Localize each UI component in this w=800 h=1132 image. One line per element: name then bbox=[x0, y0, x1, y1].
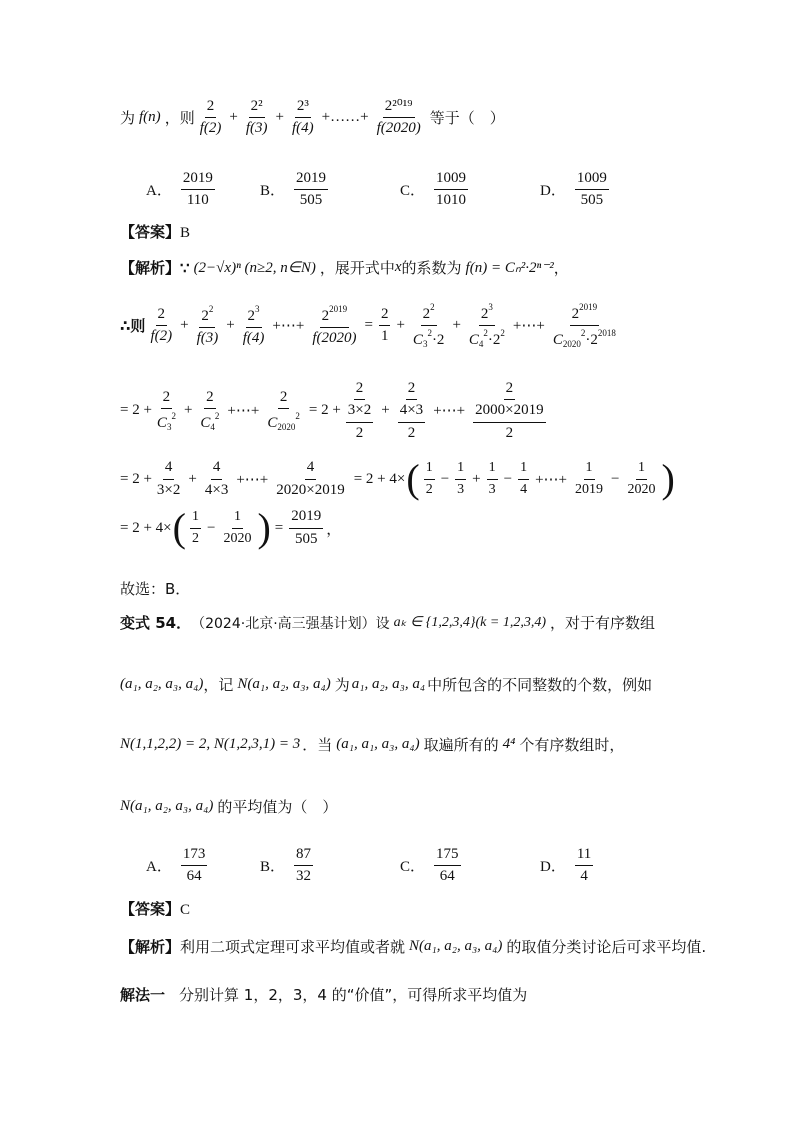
p2-choice-c: C． $\frac{175}{64}$ bbox=[400, 846, 459, 885]
analysis1-line3: = 2 + $\frac{2}{C_3^2}$ + $\frac{2}{C_4^2}$ +⋯+ $\frac{2}{C_{2020}^2}$ = 2 + $\frac{2}{\frac{3\times 2}{2}}$ + $\frac{2}{\frac{4\times 3}{2}}$ +⋯+ $\frac{2}{\frac{2000\times 2019}{2}}$ bbox=[120, 380, 544, 441]
problem2-line1: 变式 54． （2024·北京·高三强基计划）设 aₖ ∈ {1,2,3,4}(k = 1,2,3,4) ，对于有序数组 bbox=[120, 614, 655, 632]
problem2-label: 变式 54． bbox=[120, 614, 192, 632]
p1-choice-c: C． $\frac{1009}{1010}$ bbox=[400, 170, 467, 209]
problem1-prefix: 为 bbox=[120, 109, 136, 128]
analysis2-line: 【解析】 利用二项式定理可求平均值或者就 N(a₁, a₂, a₃, a₄) 的取值分类讨论后可求平均值. bbox=[120, 938, 707, 956]
analysis1-coef: f(n) = Cₙ²·2ⁿ⁻² bbox=[465, 260, 554, 276]
p1-term-1: $\frac{2}{f(2)}$ bbox=[199, 98, 222, 137]
answer1: 【答案】B bbox=[120, 223, 191, 241]
p2-choice-a: A． $\frac{173}{64}$ bbox=[146, 846, 206, 885]
p2-choice-d: D． $\frac{11}{4}$ bbox=[540, 846, 592, 885]
p1-term-4: $\frac{\text{2²⁰¹⁹}}{f(2020)}$ bbox=[376, 98, 421, 137]
method1-line: 解法一 分别计算 1，2，3，4 的“价值”，可得所求平均值为 bbox=[120, 986, 528, 1004]
p1-term-3: $\frac{\text{2³}}{f(4)}$ bbox=[291, 98, 314, 137]
analysis1-line1: 【解析】 ∵ (2−√x)ⁿ (n≥2, n∈N) ，展开式中 x 的系数为 f(n) = Cₙ²·2ⁿ⁻² ， bbox=[120, 258, 569, 277]
p1-choice-d: D． $\frac{1009}{505}$ bbox=[540, 170, 607, 209]
p1-choice-a: A． $\frac{2019}{110}$ bbox=[146, 170, 213, 209]
analysis1-line5: = 2 + 4× ( $\frac{1}{2}$ − $\frac{1}{2020}$ ) = $\frac{2019}{505}$ ， bbox=[120, 505, 342, 550]
problem2-set: aₖ ∈ {1,2,3,4}(k = 1,2,3,4) bbox=[393, 615, 546, 630]
problem1-equals: 等于（ ） bbox=[429, 109, 505, 128]
problem1-stem: 为 f(n) ，则 $\frac{2}{f(2)}$ + $\frac{\text{2²}}{f(3)}$ + $\frac{\text{2³}}{f(4)}$ +……+ $\frac{\text{2²⁰¹⁹}}{f(2020)}$ 等于（ ） bbox=[120, 98, 505, 137]
analysis1-line4: = 2 + $\frac{4}{3\times 2}$ + $\frac{4}{4\times 3}$ +⋯+ $\frac{4}{2020\times 2019}$ = 2 + 4× ( $\frac{1}{2}$ − $\frac{1}{3}$ + $\frac{1}{3}$ − $\frac{1}{4}$ +⋯+ $\frac{1}{2019}$ − $\frac{1}{2020}$ ) bbox=[120, 456, 675, 501]
p1-dots: +……+ bbox=[321, 109, 369, 126]
problem2-line4: N(a₁, a₂, a₃, a₄) 的平均值为（ ） bbox=[120, 798, 338, 816]
p1-term-2: $\frac{\text{2²}}{f(3)}$ bbox=[245, 98, 268, 137]
analysis1-line2: ∴则 $\frac{2}{f(2)}$ + $\frac{2^2}{f(3)}$ + $\frac{2^3}{f(4)}$ +⋯+ $\frac{2^{2019}}{f(2020)}$ = $\frac{2}{1}$ + $\frac{2^2}{C_3^2\cdot 2}$ + $\frac{2^3}{C_4^2\cdot 2^2}$ +⋯+ $\frac{2^{2019}}{C_{2020}^2\cdot 2^{2018}}$ bbox=[120, 302, 616, 350]
problem2-line3: N(1,1,2,2) = 2, N(1,2,3,1) = 3 ．当 (a₁, a₁, a₃, a₄) 取遍所有的 4⁴ 个有序数组时， bbox=[120, 736, 625, 754]
problem1-fn: f(n) bbox=[139, 109, 161, 126]
problem1-then: ，则 bbox=[164, 109, 195, 128]
analysis1-binomial: (2−√x)ⁿ (n≥2, n∈N) bbox=[193, 260, 316, 276]
answer2: 【答案】C bbox=[120, 900, 191, 918]
p2-choice-b: B． $\frac{87}{32}$ bbox=[260, 846, 312, 885]
select1: 故选：B． bbox=[120, 580, 191, 598]
p1-choice-b: B． $\frac{2019}{505}$ bbox=[260, 170, 327, 209]
problem2-line2: (a₁, a₂, a₃, a₄) ，记 N(a₁, a₂, a₃, a₄) 为 a₁, a₂, a₃, a₄ 中所包含的不同整数的个数，例如 bbox=[120, 676, 653, 694]
